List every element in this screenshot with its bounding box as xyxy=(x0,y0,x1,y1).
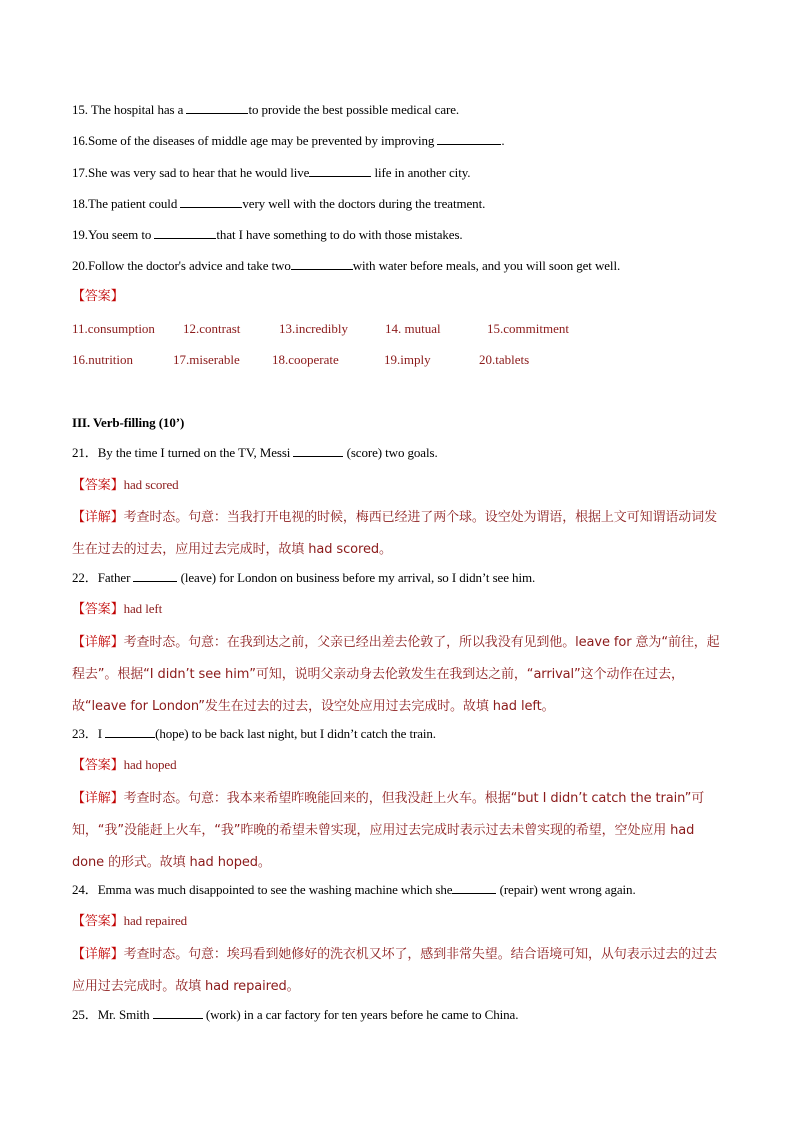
answer-tag: 【答案】 xyxy=(72,478,124,493)
question-text: (leave) for London on business before my arrival, so I didn’t see him. xyxy=(177,570,536,585)
question-24 xyxy=(72,880,722,900)
answer-tag: 【答案】 xyxy=(72,289,124,304)
answer-tag: 【答案】 xyxy=(72,602,124,617)
answer-blank xyxy=(180,195,242,208)
answer-blank xyxy=(186,101,248,114)
answer-blank xyxy=(291,257,353,270)
answers-row-2 xyxy=(72,350,722,370)
question-text: 21．By the time I turned on the TV, Messi xyxy=(72,445,294,460)
answer-blank xyxy=(105,725,155,738)
question-text: 22．Father xyxy=(72,570,134,585)
sentence-text: very well with the doctors during the treatment. xyxy=(242,196,486,211)
sentence-text: to provide the best possible medical care. xyxy=(248,102,460,117)
question-text: (repair) went wrong again. xyxy=(496,882,636,897)
answer-blank xyxy=(309,164,371,177)
question-text: (hope) to be back last night, but I didn’t catch the train. xyxy=(155,726,436,741)
question-text: (score) two goals. xyxy=(343,445,438,460)
answer-tag: 【答案】 xyxy=(72,914,124,929)
answer-tag: 【答案】 xyxy=(72,758,124,773)
sentence-text: 17.She was very sad to hear that he would live xyxy=(72,165,310,180)
sentence-20 xyxy=(72,256,722,276)
sentence-text: that I have something to do with those mistakes. xyxy=(216,227,463,242)
question-text: (work) in a car factory for ten years before he came to China. xyxy=(202,1007,519,1022)
answer-item: 17.miserable xyxy=(173,352,240,367)
answer-item: 18.cooperate xyxy=(272,352,339,367)
section-title: III. Verb-filling (10’) xyxy=(72,415,185,430)
detail-text: 考查时态。句意：埃玛看到她修好的洗衣机又坏了，感到非常失望。结合语境可知，从句表示过去的过去应用过去完成时。故填 had repaired。 xyxy=(72,947,718,994)
sentence-text: 19.You seem to xyxy=(72,227,155,242)
sentence-15 xyxy=(72,100,722,120)
detail-21 xyxy=(72,501,722,565)
sentence-text: life in another city. xyxy=(371,165,471,180)
answer-item: 11.consumption xyxy=(72,321,155,336)
sentence-text: with water before meals, and you will soon get well. xyxy=(352,258,621,273)
answer-blank xyxy=(133,569,177,582)
answer-22 xyxy=(72,599,722,620)
question-21 xyxy=(72,443,722,463)
detail-22 xyxy=(72,626,722,722)
answer-value: had hoped xyxy=(123,757,177,772)
question-text: 24．Emma was much disappointed to see the washing machine which she xyxy=(72,882,453,897)
detail-23 xyxy=(72,782,722,878)
sentence-text: 16.Some of the diseases of middle age may be prevented by improving xyxy=(72,133,438,148)
detail-tag: 【详解】 xyxy=(72,947,124,962)
detail-24 xyxy=(72,938,722,1002)
answer-23 xyxy=(72,755,722,776)
answer-item: 19.imply xyxy=(384,352,431,367)
detail-text: 考查时态。句意：在我到达之前，父亲已经出差去伦敦了，所以我没有见到他。leave for 意为“前往，起程去”。根据“I didn’t see him”可知，说明父亲动身去伦敦发生在我到达之前，“arrival”这个动作在过去，故“leave for London”发生在过去的过去，设空处应用过去完成时。故填 had left。 xyxy=(72,635,720,714)
answer-21 xyxy=(72,475,722,496)
question-text: 25．Mr. Smith xyxy=(72,1007,153,1022)
question-25 xyxy=(72,1005,722,1025)
answer-item: 15.commitment xyxy=(487,321,569,336)
detail-text: 考查时态。句意：我本来希望昨晚能回来的，但我没赶上火车。根据“but I didn’t catch the train”可知，“我”没能赶上火车，“我”昨晚的希望未曾实现，应用过去完成时表示过去未曾实现的希望，空处应用 had done 的形式。故填 had hoped。 xyxy=(72,791,705,870)
answer-blank xyxy=(293,444,343,457)
question-22 xyxy=(72,568,722,588)
sentence-19 xyxy=(72,225,722,245)
sentence-text: 18.The patient could xyxy=(72,196,181,211)
detail-tag: 【详解】 xyxy=(72,791,124,806)
detail-tag: 【详解】 xyxy=(72,510,124,525)
answer-value: had scored xyxy=(123,477,179,492)
question-23 xyxy=(72,724,722,744)
answer-value: had repaired xyxy=(123,913,188,928)
detail-text: 考查时态。句意：当我打开电视的时候，梅西已经进了两个球。设空处为谓语，根据上文可知谓语动词发生在过去的过去，应用过去完成时，故填 had scored。 xyxy=(72,510,718,557)
sentence-18 xyxy=(72,194,722,214)
sentence-17 xyxy=(72,163,722,183)
question-text: 23．I xyxy=(72,726,106,741)
answer-item: 14. mutual xyxy=(385,321,441,336)
answer-item: 20.tablets xyxy=(479,352,530,367)
answer-item: 16.nutrition xyxy=(72,352,134,367)
answers-row-1 xyxy=(72,319,722,339)
answer-item: 12.contrast xyxy=(183,321,241,336)
answer-item: 13.incredibly xyxy=(279,321,348,336)
sentence-text: 15. The hospital has a xyxy=(72,102,187,117)
answer-blank xyxy=(452,881,496,894)
answer-blank xyxy=(437,132,501,145)
sentence-16 xyxy=(72,131,722,151)
answer-24 xyxy=(72,911,722,932)
detail-tag: 【详解】 xyxy=(72,635,124,650)
sentence-text: . xyxy=(501,133,505,148)
answer-value: had left xyxy=(123,601,163,616)
sentence-text: 20.Follow the doctor's advice and take two xyxy=(72,258,291,273)
answer-blank xyxy=(154,226,216,239)
answer-blank xyxy=(153,1006,203,1019)
